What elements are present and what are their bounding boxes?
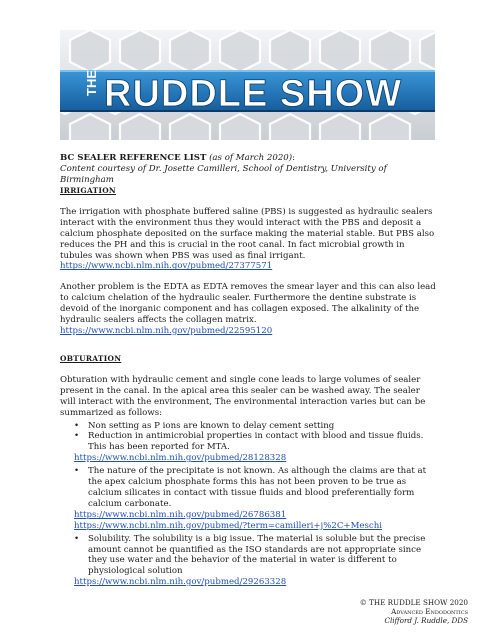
list-item: • Solubility. The solubility is a big issue. The material is soluble but the precise amount cannot be quantified as the ISO standards are not appropriate since they use water and the behavior of the material in water is different to physiological solution — [60, 534, 438, 578]
footer-author: Clifford J. Ruddle, DDS — [384, 616, 468, 625]
ruddle-show-banner — [60, 30, 435, 140]
irrigation-link-1[interactable]: https://www.ncbi.nlm.nih.gov/pubmed/27377571 — [60, 261, 273, 272]
obturation-heading: OBTURATION — [60, 354, 122, 363]
obturation-list-3 — [60, 534, 438, 578]
list-item: • Non setting as P ions are known to delay cement setting — [60, 421, 438, 432]
footer-copyright: © THE RUDDLE SHOW 2020 — [359, 598, 468, 607]
obturation-link-3[interactable]: https://www.ncbi.nlm.nih.gov/pubmed/?term=camilleri+j%2C+Meschi — [74, 520, 382, 531]
document-subtitle: Content courtesy of Dr. Josette Camilleri, School of Dentistry, University of Birmingham — [60, 163, 387, 185]
footer — [360, 598, 468, 625]
obturation-link-1[interactable]: https://www.ncbi.nlm.nih.gov/pubmed/28128328 — [74, 453, 287, 464]
document-title-block — [60, 153, 438, 186]
footer-company: Advanced Endodontics — [391, 607, 468, 616]
list-item: • Reduction in antimicrobial properties in contact with blood and tissue fluids. This has been reported for MTA. — [60, 431, 438, 453]
irrigation-paragraph-1: The irrigation with phosphate buffered saline (PBS) is suggested as hydraulic sealers interact with the environment thus they would interact with the PBS and deposit a calcium phosphate deposited on the surface making the material stable. But PBS also reduces the PH and this is crucial in the root canal. In fact microbial growth in tubules was shown when PBS was used as final irrigant. — [60, 206, 435, 261]
list-item: • The nature of the precipitate is not known. As although the claims are that at the apex calcium phosphate forms this has not been proven to be true as calcium silicates in contact with tissue fluids and blood preferentially form calcium carbonate. — [60, 466, 438, 510]
banner-title: RUDDLE SHOW — [104, 73, 403, 115]
title-colon: : — [292, 153, 296, 163]
banner-prefix: THE — [84, 70, 99, 96]
obturation-link-2[interactable]: https://www.ncbi.nlm.nih.gov/pubmed/26786381 — [74, 509, 287, 520]
irrigation-link-2[interactable]: https://www.ncbi.nlm.nih.gov/pubmed/22595120 — [60, 325, 273, 336]
obturation-paragraph: Obturation with hydraulic cement and single cone leads to large volumes of sealer present in the canal. In the apical area this sealer can be washed away. The sealer will interact with the environment, The environmental interaction varies but can be summarized as follows: — [60, 374, 426, 418]
obturation-link-4[interactable]: https://www.ncbi.nlm.nih.gov/pubmed/29263328 — [74, 577, 287, 588]
document-title: BC SEALER REFERENCE LIST — [60, 153, 207, 163]
obturation-list-2 — [60, 466, 438, 510]
title-date: (as of March 2020) — [206, 153, 293, 163]
irrigation-paragraph-2: Another problem is the EDTA as EDTA removes the smear layer and this can also lead to calcium chelation of the hydraulic sealer. Furthermore the dentine substrate is devoid of the inorganic component and has collagen exposed. The alkalinity of the hydraulic sealers affects the collagen matrix. — [60, 282, 436, 326]
irrigation-section — [60, 186, 438, 337]
obturation-section — [60, 354, 438, 588]
obturation-list — [60, 421, 438, 454]
irrigation-heading: IRRIGATION — [60, 186, 116, 195]
